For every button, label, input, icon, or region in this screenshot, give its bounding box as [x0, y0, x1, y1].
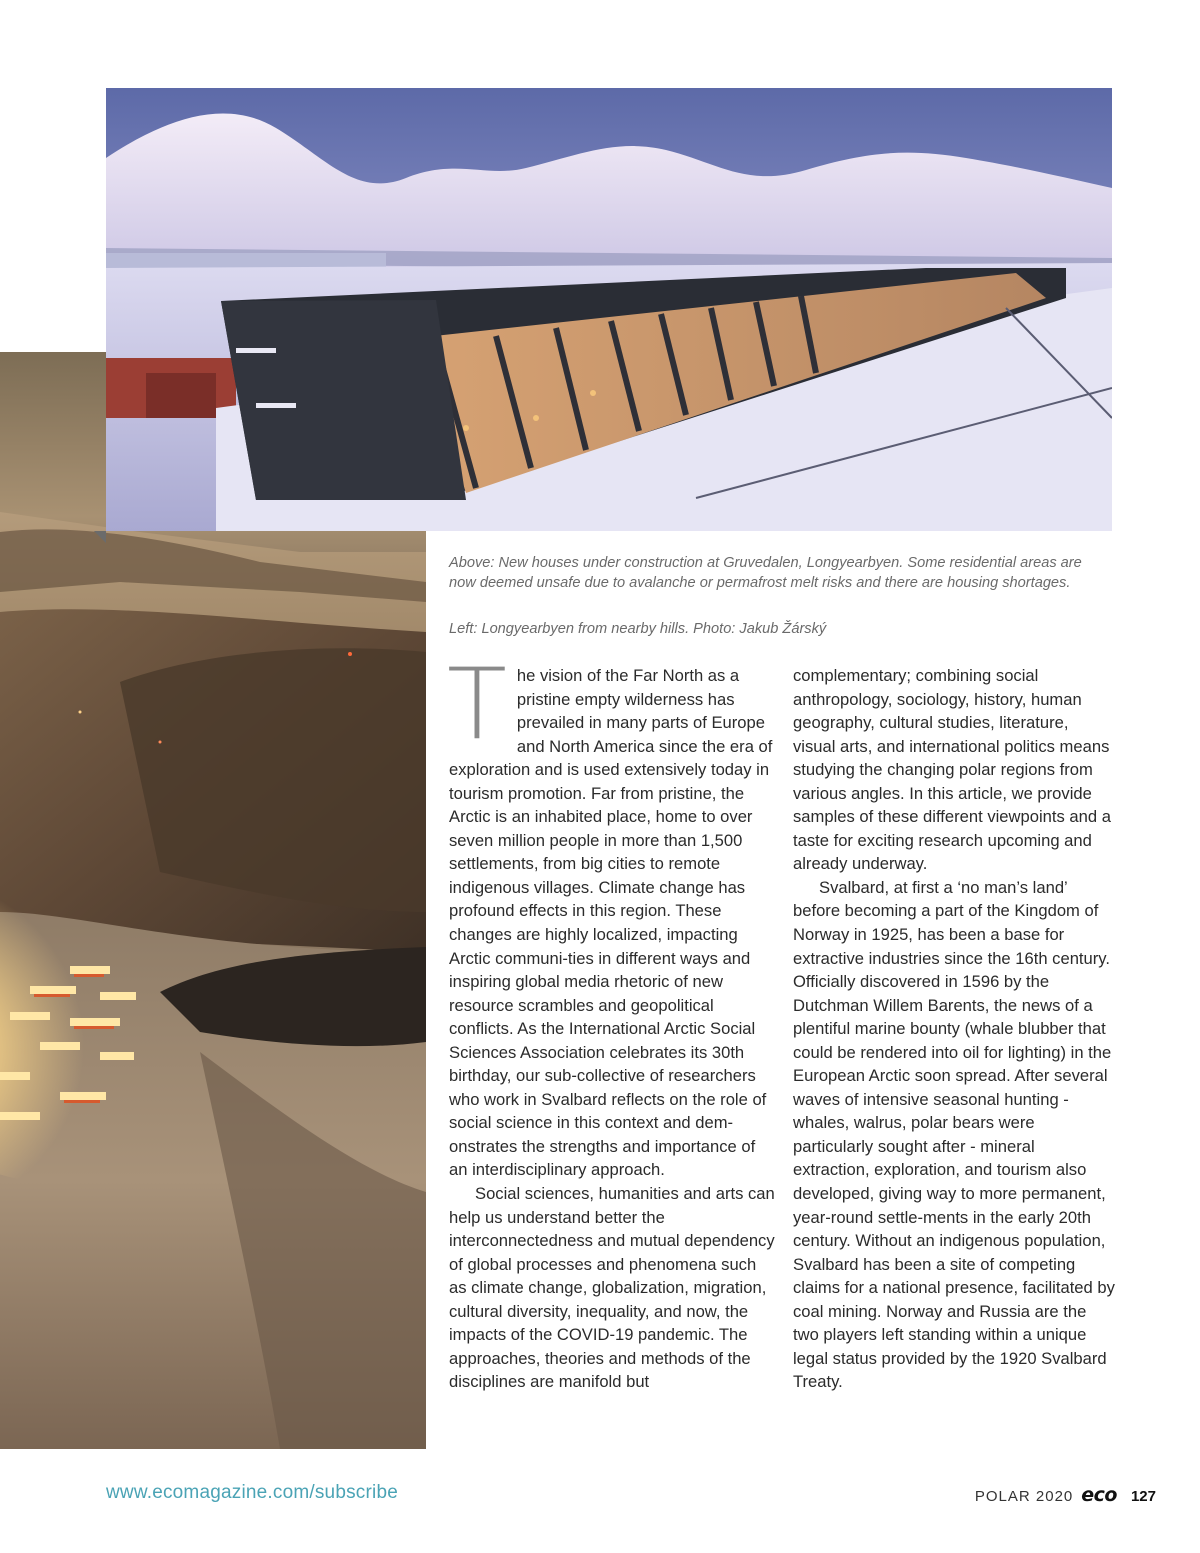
page-number: 127: [1130, 1488, 1156, 1505]
article-paragraph-4: Svalbard, at first a ‘no man’s land’ before becoming a part of the Kingdom of Norway in 1925, has been a base for extractive industries since the 16th century. Officially discovered in 1596 by the Dutchman Willem Barents, the news of a plentiful marine bounty (whale blubber that could be rendered into oil for lighting) in the European Arctic soon spread. After several waves of intensive seasonal hunting - whales, walrus, polar bears were particularly sought after - mineral extraction, exploration, and tourism also developed, giving way to more permanent, year-round settle-ments in the early 20th century. Without an indigenous population, Svalbard has been a site of competing claims for a national presence, facilitated by coal mining. Norway and Russia are the two players left standing within a unique legal status provided by the 1920 Svalbard Treaty.: [793, 877, 1115, 1392]
article-column-2: [793, 664, 1115, 1394]
eco-logo: eco: [1081, 1484, 1117, 1506]
article-paragraph-1: he vision of the Far North as a pristine empty wilderness has prevailed in many parts of Europe and North America since the era of exploration and is used extensively today in tourism promotion. Far from pristine, the Arctic is an inhabited place, home to over seven million people in more than 1,500 settlements, from big cities to remote indigenous villages. Climate change has profound effects in this region. These changes are highly localized, impacting Arctic communi-ties in different ways and inspiring global media rhetoric of new resource scrambles and geopolitical conflicts. As the International Arctic Social Sciences Association celebrates its 30th birthday, our sub-collective of researchers who work in Svalbard reflects on the role of social science in this context and dem-onstrates the strengths and importance of an interdisciplinary approach.: [449, 666, 773, 1180]
photo-caption-left: Left: Longyearbyen from nearby hills. Photo: Jakub Žárský: [449, 621, 827, 637]
photo-caption-above: Above: New houses under construction at Gruvedalen, Longyearbyen. Some residential areas are now deemed unsafe due to avalanche or permafrost melt risks and there are housing shortages.: [449, 555, 1082, 591]
gruvedalen-houses-photo: [106, 88, 1112, 531]
article-paragraph-2: Social sciences, humanities and arts can help us understand better the interconnectedness and mutual dependency of global processes and phenomena such as climate change, globalization, migration, cultural diversity, inequality, and now, the impacts of the COVID-19 pandemic. The approaches, theories and methods of the disciplines are manifold but: [449, 1184, 775, 1392]
page-footer-info: [975, 1484, 1156, 1506]
issue-label: POLAR 2020: [974, 1488, 1074, 1505]
article-paragraph-3: complementary; combining social anthropology, sociology, history, human geography, cultural studies, literature, visual arts, and international politics means studying the changing polar regions from various angles. In this article, we provide samples of these different viewpoints and a taste for exciting research upcoming and already underway.: [793, 666, 1111, 874]
photo-corner-marker: [94, 531, 106, 543]
subscribe-link[interactable]: www.ecomagazine.com/subscribe: [106, 1482, 398, 1503]
article-column-1: [447, 648, 775, 1394]
drop-cap: T: [447, 648, 507, 762]
